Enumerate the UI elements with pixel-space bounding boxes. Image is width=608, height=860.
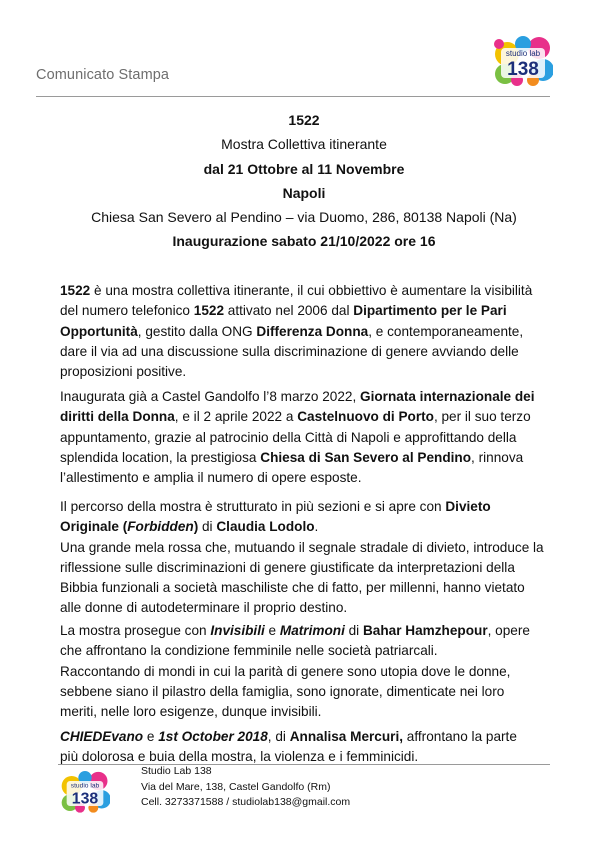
text-run: . <box>314 519 319 535</box>
svg-text:138: 138 <box>507 59 539 80</box>
text-run: è una mostra collettiva itinerante, il cui obbiettivo è aumentare la visibilità <box>90 283 533 298</box>
exhibition-subtitle: Mostra Collettiva itinerante <box>221 136 387 152</box>
text-line <box>60 621 570 641</box>
text-line <box>60 301 570 321</box>
text-run: Annalisa Mercuri, <box>289 729 404 744</box>
text-line <box>60 641 570 661</box>
studio-lab-footer-logo <box>60 768 110 814</box>
text-run: 1522 <box>193 303 225 319</box>
paragraph-4 <box>60 621 570 722</box>
text-run: dare il via ad una discussione sulla discriminazione di genere avviando delle <box>60 343 519 359</box>
paragraph-1 <box>60 281 570 382</box>
text-run: Claudia Lodolo <box>216 519 315 535</box>
text-line <box>60 517 570 537</box>
text-run: Originale ( <box>60 519 128 535</box>
text-line <box>60 558 570 578</box>
footer-studio-name: Studio Lab 138 <box>141 765 212 777</box>
text-run: splendida location, la prestigiosa <box>60 449 261 465</box>
exhibition-inauguration: Inaugurazione sabato 21/10/2022 ore 16 <box>172 233 436 249</box>
text-line <box>60 428 570 448</box>
text-line <box>60 322 570 342</box>
text-run: proposizioni positive. <box>60 364 187 380</box>
text-run: Opportunità <box>60 323 138 339</box>
text-run: Una grande mela rossa che, mutuando il segnale stradale di divieto, introduce la <box>60 539 544 555</box>
text-run: 1st October 2018 <box>158 729 268 744</box>
text-run: ) <box>193 519 199 535</box>
text-run: attivato nel 2006 dal <box>224 303 354 319</box>
text-run: , e il 2 aprile 2022 a <box>174 409 298 425</box>
text-run: di <box>344 623 363 638</box>
text-run: Dipartimento per le Pari <box>353 303 507 319</box>
exhibition-city: Napoli <box>282 185 326 201</box>
document-header-label: Comunicato Stampa <box>36 67 170 83</box>
paragraph-5 <box>60 727 570 768</box>
text-line <box>60 342 570 362</box>
text-run: , rinnova <box>471 449 524 465</box>
text-run: e <box>143 729 159 744</box>
text-run: di <box>198 519 217 535</box>
text-run: l’allestimento e amplia il numero di opere esposte. <box>60 470 362 486</box>
footer-contact-block <box>141 764 350 811</box>
text-run: del numero telefonico <box>60 303 194 319</box>
text-line <box>60 387 570 407</box>
text-run: Chiesa di San Severo al Pendino <box>260 449 472 465</box>
text-line <box>60 682 570 702</box>
svg-text:studio lab: studio lab <box>505 49 541 58</box>
paragraph-2 <box>60 387 570 488</box>
text-run: Giornata internazionale dei <box>360 389 535 404</box>
text-line <box>60 578 570 598</box>
text-run: e <box>264 623 280 638</box>
text-run: appuntamento, grazie al patrocinio della Città di Napoli e approfittando della <box>60 429 517 445</box>
footer-contact: Cell. 3273371588 / studiolab138@gmail.com <box>141 796 351 809</box>
svg-text:138: 138 <box>71 790 99 808</box>
text-run: più dolorosa e buia della mostra, la violenza e i femminicidi. <box>60 749 419 765</box>
exhibition-number: 1522 <box>288 112 320 128</box>
text-run: , opere <box>487 623 530 638</box>
footer-address: Via del Mare, 138, Castel Gandolfo (Rm) <box>141 780 331 793</box>
text-line <box>60 538 570 558</box>
text-run: meriti, nelle loro esigenze, dunque invisibili. <box>60 704 322 720</box>
text-line <box>60 468 570 488</box>
body-text <box>60 0 560 765</box>
paragraph-3 <box>60 497 570 619</box>
text-run: CHIEDEvano <box>60 729 144 744</box>
text-run: Differenza Donna <box>256 323 369 339</box>
text-line <box>60 662 570 682</box>
text-line <box>60 702 570 722</box>
text-line <box>60 727 570 747</box>
exhibition-dates: dal 21 Ottobre al 11 Novembre <box>203 161 405 177</box>
text-run: , di <box>267 729 290 744</box>
text-run: Raccontando di mondi in cui la parità di genere sono utopia dove le donne, <box>60 663 511 679</box>
text-run: Matrimoni <box>279 623 345 638</box>
text-line <box>60 407 570 427</box>
text-run: 1522 <box>60 283 91 298</box>
text-line <box>60 497 570 517</box>
text-run: Il percorso della mostra è strutturato in più sezioni e si apre con <box>60 499 446 514</box>
exhibition-venue: Chiesa San Severo al Pendino – via Duomo, 286, 80138 Napoli (Na) <box>91 209 517 225</box>
text-run: Castelnuovo di Porto <box>297 409 434 425</box>
svg-text:studio lab: studio lab <box>70 782 100 790</box>
text-run: Invisibili <box>210 623 265 638</box>
text-run: Bahar Hamzhepour <box>362 623 488 638</box>
text-run: alle donne di autodeterminare il proprio destino. <box>60 600 348 616</box>
text-run: che affrontano la condizione femminile nelle società patriarcali. <box>60 643 438 659</box>
text-run: sebbene siano il pilastro della famiglia, sono ignorate, dimenticate nei loro <box>60 683 505 699</box>
text-run: , per il suo terzo <box>433 409 531 425</box>
text-run: , gestito dalla ONG <box>137 323 257 339</box>
text-run: Inaugurata già a Castel Gandolfo l’8 marzo 2022, <box>60 389 361 404</box>
text-run: riflessione sulle discriminazioni di genere giustificate da interpretazioni della <box>60 559 515 575</box>
text-line <box>60 362 570 382</box>
text-run: La mostra prosegue con <box>60 623 211 638</box>
text-run: , e contemporaneamente, <box>368 323 524 339</box>
text-run: Divieto <box>445 499 491 514</box>
text-run: Bibbia funzionali a società maschiliste che di fatto, per millenni, hanno vietato <box>60 580 525 596</box>
text-run: diritti della Donna <box>60 409 175 425</box>
text-run: affrontano la parte <box>403 729 517 744</box>
text-line <box>60 448 570 468</box>
text-line <box>60 281 570 301</box>
text-line <box>60 598 570 618</box>
text-run: Forbidden <box>127 519 194 535</box>
